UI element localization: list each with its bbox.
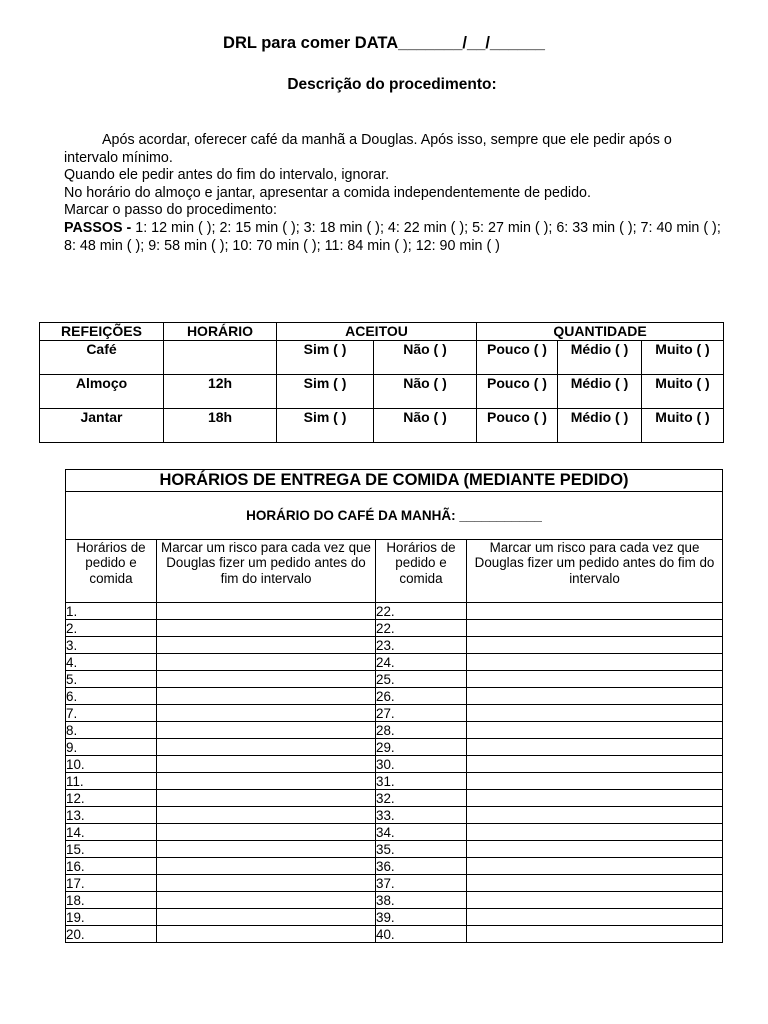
left-time-cell[interactable]: 5. xyxy=(66,671,157,688)
accepted-no-checkbox[interactable]: Não ( ) xyxy=(374,375,477,409)
left-time-cell[interactable]: 19. xyxy=(66,909,157,926)
left-mark-cell[interactable] xyxy=(157,671,376,688)
quantity-medium-checkbox[interactable]: Médio ( ) xyxy=(558,341,642,375)
col-times-header: Horários de pedido e comida xyxy=(66,540,157,603)
table-row xyxy=(66,620,723,637)
left-mark-cell[interactable] xyxy=(157,790,376,807)
right-time-cell[interactable]: 36. xyxy=(376,858,467,875)
meal-time: 18h xyxy=(164,409,277,443)
right-time-cell[interactable]: 29. xyxy=(376,739,467,756)
left-mark-cell[interactable] xyxy=(157,892,376,909)
left-mark-cell[interactable] xyxy=(157,620,376,637)
left-mark-cell[interactable] xyxy=(157,858,376,875)
left-mark-cell[interactable] xyxy=(157,722,376,739)
left-time-cell[interactable]: 4. xyxy=(66,654,157,671)
right-mark-cell[interactable] xyxy=(467,773,723,790)
procedure-description xyxy=(64,132,729,255)
delivery-table xyxy=(65,469,723,943)
left-time-cell[interactable]: 18. xyxy=(66,892,157,909)
header-aceitou: ACEITOU xyxy=(277,323,477,341)
header-quantidade: QUANTIDADE xyxy=(477,323,724,341)
right-time-cell[interactable]: 31. xyxy=(376,773,467,790)
description-paragraph-4: Marcar o passo do procedimento: xyxy=(64,202,277,219)
description-paragraph-1: Após acordar, oferecer café da manhã a Douglas. Após isso, sempre que ele pedir após o intervalo mínimo. xyxy=(64,132,672,166)
table-row xyxy=(66,705,723,722)
delivery-rows xyxy=(66,603,723,943)
left-mark-cell[interactable] xyxy=(157,875,376,892)
right-mark-cell[interactable] xyxy=(467,688,723,705)
table-row xyxy=(66,739,723,756)
right-time-cell[interactable]: 38. xyxy=(376,892,467,909)
quantity-much-checkbox[interactable]: Muito ( ) xyxy=(642,341,724,375)
left-time-cell[interactable]: 6. xyxy=(66,688,157,705)
quantity-much-checkbox[interactable]: Muito ( ) xyxy=(642,375,724,409)
accepted-no-checkbox[interactable]: Não ( ) xyxy=(374,409,477,443)
header-refeicoes: REFEIÇÕES xyxy=(40,323,164,341)
right-mark-cell[interactable] xyxy=(467,875,723,892)
left-time-cell[interactable]: 8. xyxy=(66,722,157,739)
steps-label: PASSOS - xyxy=(64,219,132,236)
table-row xyxy=(66,858,723,875)
right-time-cell[interactable]: 40. xyxy=(376,926,467,943)
accepted-no-checkbox[interactable]: Não ( ) xyxy=(374,341,477,375)
right-mark-cell[interactable] xyxy=(467,603,723,620)
steps-list: 1: 12 min ( ); 2: 15 min ( ); 3: 18 min ( ); 4: 22 min ( ); 5: 27 min ( ); 6: 33 min ( ); 7: 40 min ( ); 8: 48 min ( ); 9: 58 min ( ); 10: 70 min ( ); 11: 84 min ( ); 12: 90 min ( ) xyxy=(64,219,721,254)
left-time-cell[interactable]: 20. xyxy=(66,926,157,943)
right-time-cell[interactable]: 24. xyxy=(376,654,467,671)
left-mark-cell[interactable] xyxy=(157,807,376,824)
right-time-cell[interactable]: 26. xyxy=(376,688,467,705)
left-time-cell[interactable]: 1. xyxy=(66,603,157,620)
quantity-medium-checkbox[interactable]: Médio ( ) xyxy=(558,375,642,409)
delivery-header-row xyxy=(66,540,723,603)
right-time-cell[interactable]: 34. xyxy=(376,824,467,841)
left-mark-cell[interactable] xyxy=(157,637,376,654)
left-time-cell[interactable]: 17. xyxy=(66,875,157,892)
right-time-cell[interactable]: 33. xyxy=(376,807,467,824)
quantity-medium-checkbox[interactable]: Médio ( ) xyxy=(558,409,642,443)
accepted-yes-checkbox[interactable]: Sim ( ) xyxy=(277,375,374,409)
quantity-much-checkbox[interactable]: Muito ( ) xyxy=(642,409,724,443)
right-mark-cell[interactable] xyxy=(467,841,723,858)
meal-row-cafe xyxy=(40,341,724,375)
right-time-cell[interactable]: 27. xyxy=(376,705,467,722)
left-time-cell[interactable]: 16. xyxy=(66,858,157,875)
right-mark-cell[interactable] xyxy=(467,620,723,637)
steps-paragraph xyxy=(64,220,729,255)
right-mark-cell[interactable] xyxy=(467,892,723,909)
right-mark-cell[interactable] xyxy=(467,858,723,875)
right-time-cell[interactable]: 28. xyxy=(376,722,467,739)
delivery-title-row xyxy=(66,470,723,492)
col-times-header: Horários de pedido e comida xyxy=(376,540,467,603)
left-time-cell[interactable]: 10. xyxy=(66,756,157,773)
meals-table xyxy=(39,322,724,443)
right-time-cell[interactable]: 35. xyxy=(376,841,467,858)
quantity-little-checkbox[interactable]: Pouco ( ) xyxy=(477,341,558,375)
table-row xyxy=(66,688,723,705)
right-time-cell[interactable]: 37. xyxy=(376,875,467,892)
meal-row-jantar xyxy=(40,409,724,443)
meal-time xyxy=(164,341,277,375)
left-mark-cell[interactable] xyxy=(157,756,376,773)
left-time-cell[interactable]: 7. xyxy=(66,705,157,722)
table-row xyxy=(66,875,723,892)
left-time-cell[interactable]: 9. xyxy=(66,739,157,756)
table-row xyxy=(66,654,723,671)
left-mark-cell[interactable] xyxy=(157,926,376,943)
col-marks-header: Marcar um risco para cada vez que Douglas fizer um pedido antes do fim do intervalo xyxy=(467,540,723,603)
right-time-cell[interactable]: 25. xyxy=(376,671,467,688)
table-row xyxy=(66,603,723,620)
col-marks-header: Marcar um risco para cada vez que Douglas fizer um pedido antes do fim do intervalo xyxy=(157,540,376,603)
description-paragraph-2: Quando ele pedir antes do fim do intervalo, ignorar. xyxy=(64,167,390,184)
left-mark-cell[interactable] xyxy=(157,705,376,722)
table-row xyxy=(66,909,723,926)
left-mark-cell[interactable] xyxy=(157,909,376,926)
left-time-cell[interactable]: 3. xyxy=(66,637,157,654)
right-mark-cell[interactable] xyxy=(467,739,723,756)
table-row xyxy=(66,824,723,841)
left-mark-cell[interactable] xyxy=(157,841,376,858)
accepted-yes-checkbox[interactable]: Sim ( ) xyxy=(277,409,374,443)
quantity-little-checkbox[interactable]: Pouco ( ) xyxy=(477,375,558,409)
right-mark-cell[interactable] xyxy=(467,671,723,688)
right-mark-cell[interactable] xyxy=(467,790,723,807)
right-time-cell[interactable]: 22. xyxy=(376,620,467,637)
meal-name: Jantar xyxy=(40,409,164,443)
breakfast-time-field[interactable]: HORÁRIO DO CAFÉ DA MANHÃ: ___________ xyxy=(66,492,723,540)
left-time-cell[interactable]: 11. xyxy=(66,773,157,790)
right-mark-cell[interactable] xyxy=(467,807,723,824)
table-row xyxy=(66,671,723,688)
left-time-cell[interactable]: 12. xyxy=(66,790,157,807)
meal-name: Café xyxy=(40,341,164,375)
right-time-cell[interactable]: 22. xyxy=(376,603,467,620)
right-mark-cell[interactable] xyxy=(467,824,723,841)
left-mark-cell[interactable] xyxy=(157,654,376,671)
table-row xyxy=(66,773,723,790)
description-paragraph-3: No horário do almoço e jantar, apresentar a comida independentemente de pedido. xyxy=(64,184,591,201)
table-row xyxy=(66,807,723,824)
right-mark-cell[interactable] xyxy=(467,637,723,654)
meal-row-almoco xyxy=(40,375,724,409)
left-time-cell[interactable]: 15. xyxy=(66,841,157,858)
meal-name: Almoço xyxy=(40,375,164,409)
left-mark-cell[interactable] xyxy=(157,773,376,790)
right-mark-cell[interactable] xyxy=(467,756,723,773)
table-row xyxy=(66,790,723,807)
table-row xyxy=(66,637,723,654)
quantity-little-checkbox[interactable]: Pouco ( ) xyxy=(477,409,558,443)
delivery-table-title: HORÁRIOS DE ENTREGA DE COMIDA (MEDIANTE PEDIDO) xyxy=(66,470,723,492)
breakfast-time-row xyxy=(66,492,723,540)
procedure-heading: Descrição do procedimento: xyxy=(287,76,497,93)
document-title: DRL para comer DATA_______/__/______ xyxy=(223,34,545,52)
table-row xyxy=(66,722,723,739)
meal-time: 12h xyxy=(164,375,277,409)
right-mark-cell[interactable] xyxy=(467,654,723,671)
right-mark-cell[interactable] xyxy=(467,705,723,722)
left-mark-cell[interactable] xyxy=(157,824,376,841)
left-time-cell[interactable]: 2. xyxy=(66,620,157,637)
right-mark-cell[interactable] xyxy=(467,909,723,926)
right-mark-cell[interactable] xyxy=(467,926,723,943)
left-mark-cell[interactable] xyxy=(157,603,376,620)
meals-header-row xyxy=(40,323,724,341)
left-mark-cell[interactable] xyxy=(157,739,376,756)
accepted-yes-checkbox[interactable]: Sim ( ) xyxy=(277,341,374,375)
table-row xyxy=(66,841,723,858)
right-time-cell[interactable]: 23. xyxy=(376,637,467,654)
right-time-cell[interactable]: 39. xyxy=(376,909,467,926)
table-row xyxy=(66,926,723,943)
header-horario: HORÁRIO xyxy=(164,323,277,341)
right-time-cell[interactable]: 30. xyxy=(376,756,467,773)
left-mark-cell[interactable] xyxy=(157,688,376,705)
right-time-cell[interactable]: 32. xyxy=(376,790,467,807)
right-mark-cell[interactable] xyxy=(467,722,723,739)
left-time-cell[interactable]: 14. xyxy=(66,824,157,841)
table-row xyxy=(66,892,723,909)
table-row xyxy=(66,756,723,773)
left-time-cell[interactable]: 13. xyxy=(66,807,157,824)
